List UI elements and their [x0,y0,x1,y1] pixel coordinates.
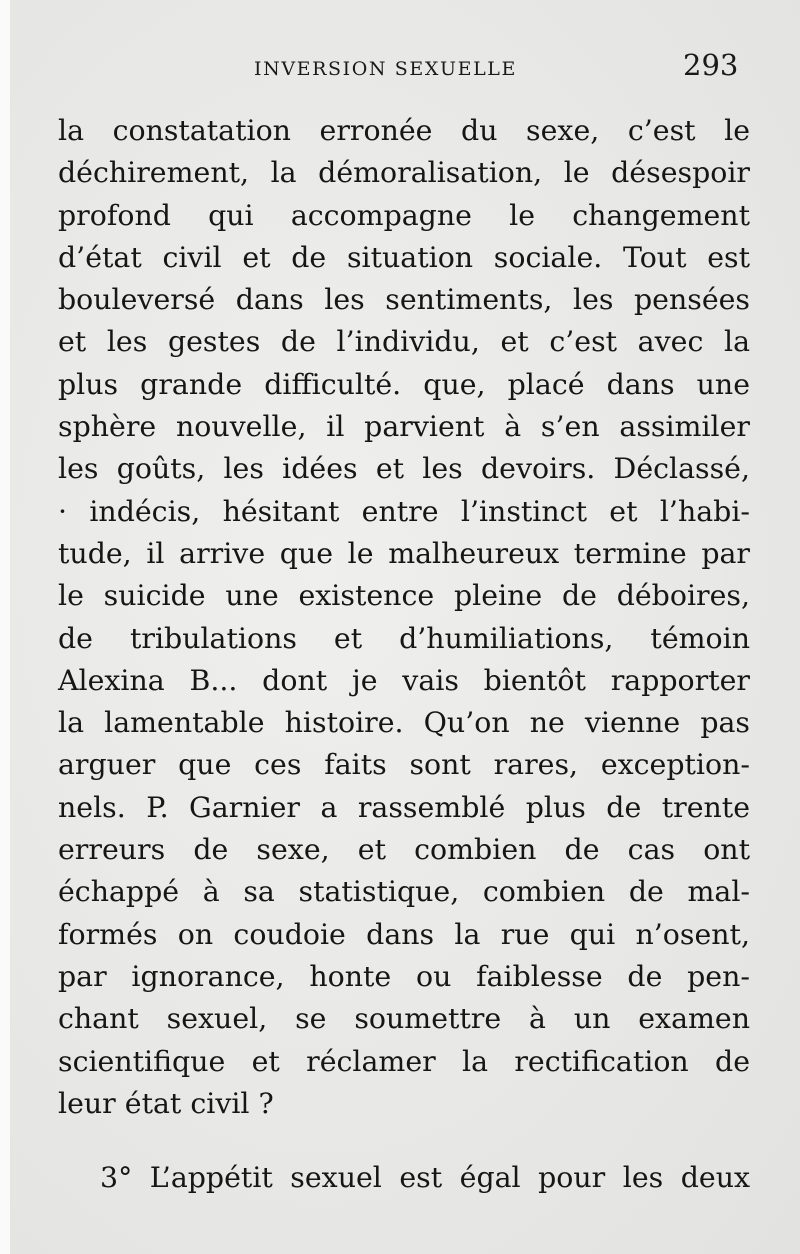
text-line: Alexina B... dont je vais bientôt rapporter [58,663,750,697]
text-line: plus grande difficulté. que, placé dans une [58,367,750,401]
main-paragraph [58,110,750,1125]
page-edge [0,0,10,1254]
text-line: profond qui accompagne le changement [58,198,750,232]
text-line: déchirement, la démoralisation, le désespoir [58,156,750,190]
text-line: arguer que ces faits sont rares, exception- [58,748,750,782]
next-paragraph [58,1157,750,1199]
text-line: chant sexuel, se soumettre à un examen [58,1002,750,1036]
text-line: échappé à sa statistique, combien de mal- [58,875,750,909]
text-line: et les gestes de l’individu, et c’est avec la [58,325,750,359]
text-line: nels. P. Garnier a rassemblé plus de trente [58,790,750,824]
text-line: les goûts, les idées et les devoirs. Déclassé, [58,452,750,486]
text-line: scientifique et réclamer la rectification de [58,1044,750,1078]
text-line: le suicide une existence pleine de déboires, [58,579,750,613]
text-line: leur état civil ? [58,1086,274,1120]
text-line: par ignorance, honte ou faiblesse de pen- [58,959,750,993]
text-line: tude, il arrive que le malheureux termine par [58,536,750,570]
text-line: sphère nouvelle, il parvient à s’en assimiler [58,410,750,444]
text-line: formés on coudoie dans la rue qui n’osent, [58,917,750,951]
text-line: de tribulations et d’humiliations, témoin [58,621,750,655]
text-line: bouleversé dans les sentiments, les pensées [58,283,750,317]
page-header [0,48,800,88]
text-line: 3° L’appétit sexuel est égal pour les deux [100,1161,750,1194]
text-line: · indécis, hésitant entre l’instinct et l’habi- [58,494,750,528]
running-title: INVERSION SEXUELLE [254,58,517,80]
text-line: la constatation erronée du sexe, c’est le [58,114,750,147]
text-line: erreurs de sexe, et combien de cas ont [58,833,750,867]
text-line: la lamentable histoire. Qu’on ne vienne pas [58,706,750,740]
page-number: 293 [683,48,739,82]
text-line: d’état civil et de situation sociale. Tout est [58,240,750,274]
